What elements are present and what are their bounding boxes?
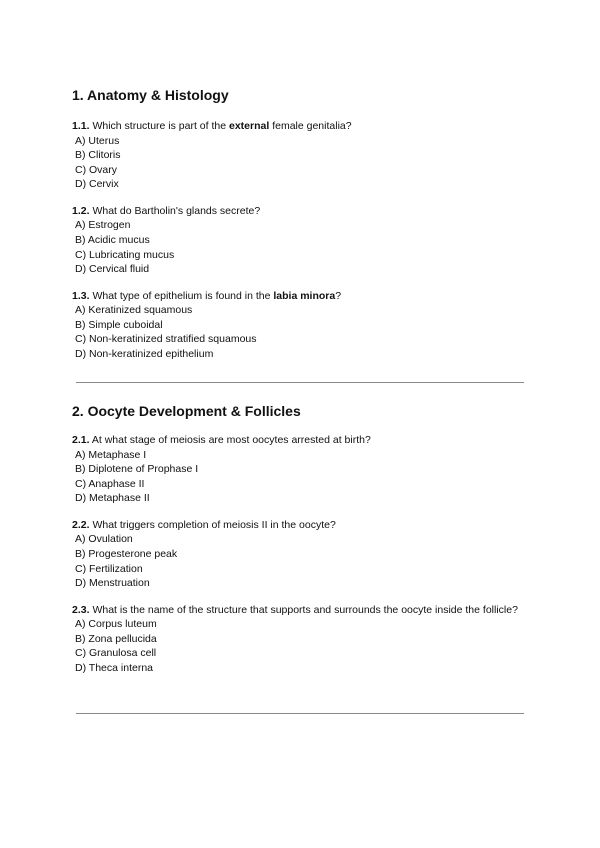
option-b: B) Progesterone peak	[75, 547, 178, 560]
option-a: A) Estrogen	[75, 219, 131, 232]
question-1-3	[72, 289, 524, 362]
question-number: 2.3.	[72, 603, 90, 616]
section-divider	[76, 382, 524, 383]
section-anatomy-histology	[72, 86, 524, 362]
option-b: B) Diplotene of Prophase I	[75, 463, 199, 476]
option-c: C) Granulosa cell	[75, 647, 157, 660]
question-text-part: What triggers completion of meiosis II in the oocyte?	[92, 518, 336, 531]
question-text	[72, 289, 524, 304]
question-text	[72, 518, 524, 533]
option-b: B) Clitoris	[75, 149, 121, 162]
option-a: A) Ovulation	[75, 533, 133, 546]
question-text-part: ?	[335, 289, 342, 302]
option-d: D) Cervical fluid	[75, 263, 150, 276]
option-a: A) Uterus	[75, 134, 120, 147]
question-emphasis: external	[229, 120, 270, 132]
question-text-part: Which structure is part of the	[92, 120, 229, 132]
option-d: D) Metaphase II	[75, 492, 150, 505]
question-text-part: female genitalia?	[269, 120, 352, 132]
question-1-1	[72, 119, 524, 192]
question-text	[72, 204, 524, 219]
question-number: 1.1.	[72, 120, 90, 132]
question-text-part: What is the name of the structure that supports and surrounds the oocyte inside the follicle?	[92, 603, 518, 616]
option-b: B) Zona pellucida	[75, 632, 157, 645]
question-number: 2.1.	[72, 434, 90, 446]
question-text-part: What type of epithelium is found in the	[92, 289, 274, 302]
question-number: 2.2.	[72, 518, 90, 531]
question-2-3	[72, 603, 524, 676]
option-c: C) Lubricating mucus	[75, 248, 175, 261]
option-a: A) Corpus luteum	[75, 618, 157, 631]
question-2-2	[72, 518, 524, 591]
option-c: C) Anaphase II	[75, 477, 145, 490]
question-number: 1.3.	[72, 289, 90, 302]
section-title: 1. Anatomy & Histology	[72, 87, 229, 103]
option-c: C) Non-keratinized stratified squamous	[75, 333, 257, 346]
question-text-part: At what stage of meiosis are most oocytes arrested at birth?	[91, 434, 371, 446]
question-text-part: What do Bartholin's glands secrete?	[92, 204, 261, 217]
option-a: A) Keratinized squamous	[75, 304, 193, 317]
section-oocyte-follicles	[72, 402, 524, 676]
question-text	[72, 119, 524, 134]
question-1-2	[72, 204, 524, 277]
option-b: B) Simple cuboidal	[75, 318, 163, 331]
option-c: C) Ovary	[75, 163, 117, 176]
question-emphasis: labia minora	[273, 289, 336, 302]
option-d: D) Non-keratinized epithelium	[75, 348, 214, 361]
option-d: D) Cervix	[75, 178, 119, 191]
option-b: B) Acidic mucus	[75, 233, 150, 246]
section-title: 2. Oocyte Development & Follicles	[72, 403, 301, 419]
section-divider	[76, 713, 524, 714]
option-d: D) Menstruation	[75, 577, 150, 590]
option-c: C) Fertilization	[75, 562, 143, 575]
question-text	[72, 603, 524, 618]
question-number: 1.2.	[72, 204, 90, 217]
question-text	[72, 433, 524, 448]
option-d: D) Theca interna	[75, 662, 154, 675]
option-a: A) Metaphase I	[75, 448, 147, 461]
question-2-1	[72, 433, 524, 506]
